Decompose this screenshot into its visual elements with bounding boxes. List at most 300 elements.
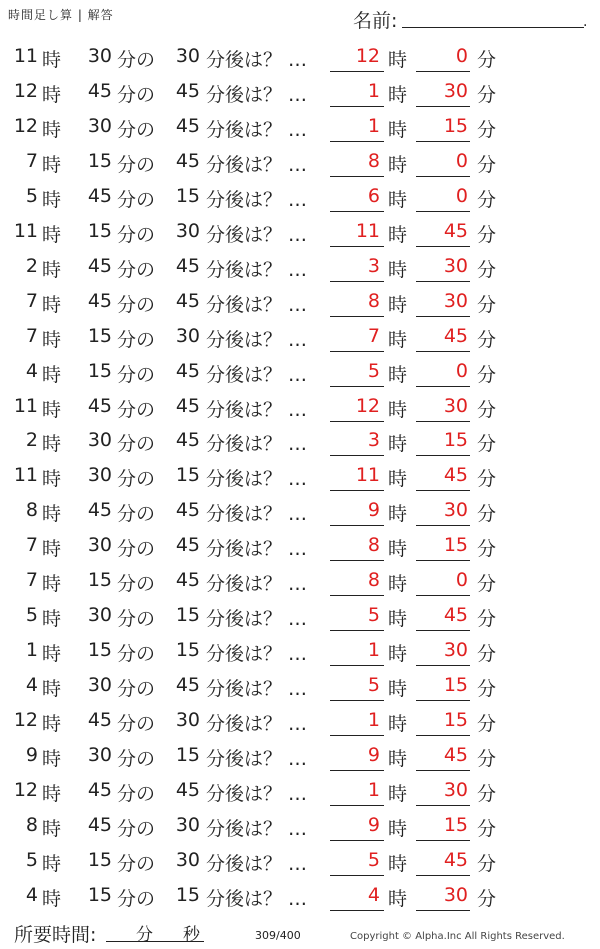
added-minutes: 15 bbox=[175, 184, 200, 207]
answer-hour: 1 bbox=[367, 778, 380, 801]
added-minutes: 45 bbox=[175, 289, 200, 312]
time-minute-unit: 分 bbox=[136, 925, 153, 945]
added-minutes: 45 bbox=[175, 149, 200, 172]
problem-row bbox=[0, 808, 600, 843]
answer-hour: 3 bbox=[367, 429, 380, 452]
answer-minute-label: 分 bbox=[477, 887, 497, 910]
start-minute: 15 bbox=[87, 149, 112, 172]
time-second-unit: 秒 bbox=[183, 925, 200, 945]
start-minute: 45 bbox=[87, 394, 112, 417]
answer-underline bbox=[416, 630, 470, 631]
answer-underline bbox=[330, 71, 384, 72]
answer-minute: 30 bbox=[443, 499, 468, 522]
page-number: 309/400 bbox=[255, 929, 301, 942]
start-hour: 4 bbox=[25, 359, 38, 382]
problem-row bbox=[0, 179, 600, 214]
answer-minute: 15 bbox=[443, 429, 468, 452]
problem-row bbox=[0, 319, 600, 354]
start-hour: 7 bbox=[25, 324, 38, 347]
answer-minute: 30 bbox=[443, 778, 468, 801]
minute-of-label: 分の bbox=[117, 678, 156, 701]
answer-underline bbox=[416, 351, 470, 352]
answer-hour-label: 時 bbox=[388, 398, 408, 421]
minute-of-label: 分の bbox=[117, 782, 156, 805]
answer-hour: 4 bbox=[367, 883, 380, 906]
minute-of-label: 分の bbox=[117, 118, 156, 141]
answer-hour-label: 時 bbox=[388, 748, 408, 770]
worksheet-title: 時間足し算 | 解答 bbox=[8, 8, 114, 22]
answer-minute: 45 bbox=[443, 219, 468, 242]
answer-minute: 30 bbox=[443, 79, 468, 102]
answer-minute-label: 分 bbox=[477, 538, 497, 561]
after-label: 分後は？ … bbox=[206, 153, 308, 176]
added-minutes: 30 bbox=[175, 219, 200, 242]
answer-hour-label: 時 bbox=[388, 573, 408, 596]
after-label: 分後は？ … bbox=[206, 49, 308, 71]
answer-hour-label: 時 bbox=[388, 258, 408, 281]
answer-minute: 30 bbox=[443, 394, 468, 417]
start-hour: 12 bbox=[13, 114, 38, 137]
minute-of-label: 分の bbox=[117, 573, 156, 596]
answer-underline bbox=[416, 386, 470, 387]
start-hour: 7 bbox=[25, 569, 38, 592]
answer-hour-label: 時 bbox=[388, 713, 408, 736]
answer-minute-label: 分 bbox=[477, 643, 497, 666]
answer-hour: 9 bbox=[367, 744, 380, 766]
start-minute: 45 bbox=[87, 778, 112, 801]
start-hour: 1 bbox=[25, 639, 38, 662]
after-label: 分後は？ … bbox=[206, 782, 308, 805]
answer-hour: 11 bbox=[355, 219, 380, 242]
answer-hour-label: 時 bbox=[388, 83, 408, 106]
answer-underline bbox=[330, 281, 384, 282]
start-hour: 8 bbox=[25, 813, 38, 836]
answer-underline bbox=[416, 141, 470, 142]
answer-minute-label: 分 bbox=[477, 293, 497, 316]
answer-hour: 1 bbox=[367, 709, 380, 732]
answer-underline bbox=[416, 106, 470, 107]
answer-minute-label: 分 bbox=[477, 153, 497, 176]
added-minutes: 15 bbox=[175, 464, 200, 487]
hour-label: 時 bbox=[42, 83, 62, 106]
answer-minute: 0 bbox=[455, 45, 468, 67]
start-minute: 15 bbox=[87, 569, 112, 592]
answer-hour-label: 時 bbox=[388, 468, 408, 491]
answer-minute-label: 分 bbox=[477, 503, 497, 526]
answer-hour-label: 時 bbox=[388, 153, 408, 176]
hour-label: 時 bbox=[42, 503, 62, 526]
answer-minute-label: 分 bbox=[477, 433, 497, 456]
minute-of-label: 分の bbox=[117, 293, 156, 316]
problem-row bbox=[0, 144, 600, 179]
answer-hour-label: 時 bbox=[388, 782, 408, 805]
problem-row bbox=[0, 389, 600, 424]
answer-minute: 30 bbox=[443, 289, 468, 312]
answer-minute-label: 分 bbox=[477, 782, 497, 805]
answer-minute: 0 bbox=[455, 569, 468, 592]
minute-of-label: 分の bbox=[117, 363, 156, 386]
start-minute: 45 bbox=[87, 79, 112, 102]
after-label: 分後は？ … bbox=[206, 643, 308, 666]
answer-hour: 9 bbox=[367, 499, 380, 522]
answer-hour-label: 時 bbox=[388, 852, 408, 875]
start-minute: 45 bbox=[87, 709, 112, 732]
problem-row bbox=[0, 633, 600, 668]
hour-label: 時 bbox=[42, 713, 62, 736]
hour-label: 時 bbox=[42, 328, 62, 351]
answer-underline bbox=[416, 281, 470, 282]
start-minute: 30 bbox=[87, 45, 112, 67]
answer-minute: 15 bbox=[443, 114, 468, 137]
answer-hour: 11 bbox=[355, 464, 380, 487]
added-minutes: 45 bbox=[175, 254, 200, 277]
answer-minute-label: 分 bbox=[477, 817, 497, 840]
start-hour: 4 bbox=[25, 674, 38, 697]
start-minute: 30 bbox=[87, 429, 112, 452]
answer-underline bbox=[330, 560, 384, 561]
problem-row bbox=[0, 249, 600, 284]
answer-underline bbox=[330, 630, 384, 631]
problem-row bbox=[0, 423, 600, 458]
start-minute: 15 bbox=[87, 324, 112, 347]
after-label: 分後は？ … bbox=[206, 678, 308, 701]
after-label: 分後は？ … bbox=[206, 398, 308, 421]
answer-minute-label: 分 bbox=[477, 398, 497, 421]
hour-label: 時 bbox=[42, 678, 62, 701]
time-required-line bbox=[106, 941, 204, 942]
answer-minute: 30 bbox=[443, 883, 468, 906]
answer-hour: 5 bbox=[367, 359, 380, 382]
hour-label: 時 bbox=[42, 748, 62, 770]
answer-minute-label: 分 bbox=[477, 83, 497, 106]
after-label: 分後は？ … bbox=[206, 188, 308, 211]
start-minute: 30 bbox=[87, 744, 112, 766]
answer-underline bbox=[416, 316, 470, 317]
name-field-end: . bbox=[583, 14, 588, 30]
added-minutes: 30 bbox=[175, 45, 200, 67]
start-minute: 15 bbox=[87, 848, 112, 871]
after-label: 分後は？ … bbox=[206, 608, 308, 631]
copyright-notice: Copyright © Alpha.Inc All Rights Reserved. bbox=[350, 931, 565, 942]
answer-minute-label: 分 bbox=[477, 748, 497, 770]
answer-minute: 45 bbox=[443, 604, 468, 627]
answer-hour: 8 bbox=[367, 534, 380, 557]
problem-row bbox=[0, 703, 600, 738]
answer-underline bbox=[416, 560, 470, 561]
answer-minute-label: 分 bbox=[477, 118, 497, 141]
answer-hour-label: 時 bbox=[388, 678, 408, 701]
answer-underline bbox=[330, 875, 384, 876]
answer-hour: 5 bbox=[367, 674, 380, 697]
answer-underline bbox=[330, 176, 384, 177]
added-minutes: 45 bbox=[175, 394, 200, 417]
answer-underline bbox=[416, 665, 470, 666]
start-hour: 8 bbox=[25, 499, 38, 522]
answer-hour-label: 時 bbox=[388, 503, 408, 526]
answer-underline bbox=[416, 490, 470, 491]
minute-of-label: 分の bbox=[117, 223, 156, 246]
after-label: 分後は？ … bbox=[206, 83, 308, 106]
start-hour: 5 bbox=[25, 604, 38, 627]
answer-minute-label: 分 bbox=[477, 188, 497, 211]
answer-underline bbox=[330, 351, 384, 352]
hour-label: 時 bbox=[42, 608, 62, 631]
added-minutes: 45 bbox=[175, 569, 200, 592]
answer-underline bbox=[416, 176, 470, 177]
start-hour: 11 bbox=[13, 45, 38, 67]
added-minutes: 45 bbox=[175, 499, 200, 522]
hour-label: 時 bbox=[42, 852, 62, 875]
start-hour: 11 bbox=[13, 219, 38, 242]
answer-underline bbox=[330, 840, 384, 841]
answer-underline bbox=[416, 770, 470, 771]
answer-minute: 15 bbox=[443, 813, 468, 836]
answer-minute-label: 分 bbox=[477, 713, 497, 736]
minute-of-label: 分の bbox=[117, 468, 156, 491]
hour-label: 時 bbox=[42, 118, 62, 141]
answer-hour: 1 bbox=[367, 114, 380, 137]
minute-of-label: 分の bbox=[117, 258, 156, 281]
answer-minute-label: 分 bbox=[477, 363, 497, 386]
answer-hour: 1 bbox=[367, 639, 380, 662]
start-hour: 5 bbox=[25, 184, 38, 207]
start-minute: 45 bbox=[87, 813, 112, 836]
after-label: 分後は？ … bbox=[206, 223, 308, 246]
answer-hour-label: 時 bbox=[388, 643, 408, 666]
answer-hour: 9 bbox=[367, 813, 380, 836]
answer-minute: 45 bbox=[443, 848, 468, 871]
answer-minute: 15 bbox=[443, 709, 468, 732]
answer-underline bbox=[330, 595, 384, 596]
hour-label: 時 bbox=[42, 363, 62, 386]
answer-underline bbox=[416, 71, 470, 72]
minute-of-label: 分の bbox=[117, 433, 156, 456]
added-minutes: 45 bbox=[175, 674, 200, 697]
answer-hour-label: 時 bbox=[388, 887, 408, 910]
minute-of-label: 分の bbox=[117, 643, 156, 666]
added-minutes: 45 bbox=[175, 114, 200, 137]
problem-row bbox=[0, 284, 600, 319]
after-label: 分後は？ … bbox=[206, 258, 308, 281]
start-hour: 12 bbox=[13, 778, 38, 801]
start-minute: 15 bbox=[87, 639, 112, 662]
answer-hour-label: 時 bbox=[388, 608, 408, 631]
hour-label: 時 bbox=[42, 153, 62, 176]
problem-row bbox=[0, 843, 600, 878]
start-minute: 30 bbox=[87, 114, 112, 137]
start-minute: 30 bbox=[87, 674, 112, 697]
added-minutes: 30 bbox=[175, 848, 200, 871]
answer-underline bbox=[330, 106, 384, 107]
problem-row bbox=[0, 878, 600, 913]
start-minute: 15 bbox=[87, 883, 112, 906]
start-minute: 45 bbox=[87, 289, 112, 312]
minute-of-label: 分の bbox=[117, 713, 156, 736]
answer-hour: 12 bbox=[355, 394, 380, 417]
hour-label: 時 bbox=[42, 433, 62, 456]
problem-row bbox=[0, 354, 600, 389]
hour-label: 時 bbox=[42, 49, 62, 71]
answer-hour-label: 時 bbox=[388, 538, 408, 561]
minute-of-label: 分の bbox=[117, 817, 156, 840]
after-label: 分後は？ … bbox=[206, 293, 308, 316]
hour-label: 時 bbox=[42, 188, 62, 211]
answer-minute-label: 分 bbox=[477, 468, 497, 491]
problem-row bbox=[0, 598, 600, 633]
after-label: 分後は？ … bbox=[206, 887, 308, 910]
minute-of-label: 分の bbox=[117, 153, 156, 176]
answer-minute-label: 分 bbox=[477, 573, 497, 596]
start-hour: 5 bbox=[25, 848, 38, 871]
answer-underline bbox=[416, 525, 470, 526]
answer-hour: 5 bbox=[367, 848, 380, 871]
answer-minute-label: 分 bbox=[477, 678, 497, 701]
start-hour: 7 bbox=[25, 534, 38, 557]
minute-of-label: 分の bbox=[117, 748, 156, 770]
answer-hour-label: 時 bbox=[388, 293, 408, 316]
start-hour: 11 bbox=[13, 464, 38, 487]
problem-row bbox=[0, 493, 600, 528]
answer-minute-label: 分 bbox=[477, 258, 497, 281]
answer-hour-label: 時 bbox=[388, 817, 408, 840]
answer-hour: 8 bbox=[367, 569, 380, 592]
answer-underline bbox=[330, 211, 384, 212]
added-minutes: 15 bbox=[175, 883, 200, 906]
problem-row bbox=[0, 214, 600, 249]
answer-underline bbox=[416, 211, 470, 212]
answer-minute: 45 bbox=[443, 324, 468, 347]
answer-minute-label: 分 bbox=[477, 328, 497, 351]
hour-label: 時 bbox=[42, 398, 62, 421]
added-minutes: 30 bbox=[175, 324, 200, 347]
time-required-label: 所要時間: bbox=[14, 924, 97, 946]
answer-underline bbox=[330, 141, 384, 142]
answer-underline bbox=[330, 805, 384, 806]
answer-minute: 15 bbox=[443, 674, 468, 697]
start-hour: 11 bbox=[13, 394, 38, 417]
start-minute: 15 bbox=[87, 219, 112, 242]
start-minute: 15 bbox=[87, 359, 112, 382]
start-hour: 7 bbox=[25, 289, 38, 312]
after-label: 分後は？ … bbox=[206, 817, 308, 840]
answer-hour: 7 bbox=[367, 324, 380, 347]
start-hour: 12 bbox=[13, 79, 38, 102]
start-hour: 2 bbox=[25, 254, 38, 277]
name-label: 名前: bbox=[353, 10, 398, 32]
answer-underline bbox=[330, 246, 384, 247]
hour-label: 時 bbox=[42, 223, 62, 246]
problem-row bbox=[0, 74, 600, 109]
start-minute: 30 bbox=[87, 534, 112, 557]
problem-row bbox=[0, 109, 600, 144]
hour-label: 時 bbox=[42, 817, 62, 840]
answer-hour-label: 時 bbox=[388, 118, 408, 141]
problem-row bbox=[0, 773, 600, 808]
answer-minute-label: 分 bbox=[477, 852, 497, 875]
answer-underline bbox=[330, 735, 384, 736]
start-hour: 7 bbox=[25, 149, 38, 172]
after-label: 分後は？ … bbox=[206, 538, 308, 561]
answer-underline bbox=[330, 770, 384, 771]
minute-of-label: 分の bbox=[117, 398, 156, 421]
answer-underline bbox=[416, 875, 470, 876]
problem-row bbox=[0, 39, 600, 74]
answer-underline bbox=[330, 700, 384, 701]
answer-underline bbox=[330, 386, 384, 387]
answer-underline bbox=[330, 421, 384, 422]
answer-minute: 0 bbox=[455, 184, 468, 207]
answer-hour: 12 bbox=[355, 45, 380, 67]
answer-underline bbox=[330, 455, 384, 456]
answer-hour: 8 bbox=[367, 149, 380, 172]
answer-underline bbox=[330, 525, 384, 526]
answer-minute-label: 分 bbox=[477, 608, 497, 631]
answer-underline bbox=[330, 316, 384, 317]
start-hour: 12 bbox=[13, 709, 38, 732]
hour-label: 時 bbox=[42, 643, 62, 666]
answer-hour: 3 bbox=[367, 254, 380, 277]
answer-minute: 30 bbox=[443, 254, 468, 277]
answer-underline bbox=[330, 665, 384, 666]
name-field-line bbox=[402, 27, 584, 28]
added-minutes: 45 bbox=[175, 778, 200, 801]
problem-row bbox=[0, 668, 600, 703]
after-label: 分後は？ … bbox=[206, 468, 308, 491]
minute-of-label: 分の bbox=[117, 49, 156, 71]
after-label: 分後は？ … bbox=[206, 328, 308, 351]
after-label: 分後は？ … bbox=[206, 503, 308, 526]
start-minute: 45 bbox=[87, 184, 112, 207]
answer-hour-label: 時 bbox=[388, 363, 408, 386]
minute-of-label: 分の bbox=[117, 328, 156, 351]
answer-hour-label: 時 bbox=[388, 49, 408, 71]
problem-row bbox=[0, 738, 600, 773]
added-minutes: 15 bbox=[175, 744, 200, 766]
added-minutes: 45 bbox=[175, 79, 200, 102]
answer-hour: 8 bbox=[367, 289, 380, 312]
hour-label: 時 bbox=[42, 258, 62, 281]
after-label: 分後は？ … bbox=[206, 363, 308, 386]
start-hour: 4 bbox=[25, 883, 38, 906]
minute-of-label: 分の bbox=[117, 852, 156, 875]
answer-minute: 45 bbox=[443, 744, 468, 766]
answer-underline bbox=[416, 421, 470, 422]
answer-hour-label: 時 bbox=[388, 223, 408, 246]
answer-minute: 45 bbox=[443, 464, 468, 487]
start-minute: 30 bbox=[87, 464, 112, 487]
hour-label: 時 bbox=[42, 468, 62, 491]
problem-row bbox=[0, 563, 600, 598]
after-label: 分後は？ … bbox=[206, 573, 308, 596]
answer-hour-label: 時 bbox=[388, 433, 408, 456]
answer-underline bbox=[416, 455, 470, 456]
hour-label: 時 bbox=[42, 887, 62, 910]
answer-minute: 15 bbox=[443, 534, 468, 557]
start-minute: 30 bbox=[87, 604, 112, 627]
answer-hour: 6 bbox=[367, 184, 380, 207]
minute-of-label: 分の bbox=[117, 188, 156, 211]
minute-of-label: 分の bbox=[117, 887, 156, 910]
answer-minute: 0 bbox=[455, 359, 468, 382]
after-label: 分後は？ … bbox=[206, 433, 308, 456]
hour-label: 時 bbox=[42, 782, 62, 805]
answer-hour: 1 bbox=[367, 79, 380, 102]
after-label: 分後は？ … bbox=[206, 748, 308, 770]
minute-of-label: 分の bbox=[117, 608, 156, 631]
minute-of-label: 分の bbox=[117, 83, 156, 106]
after-label: 分後は？ … bbox=[206, 713, 308, 736]
start-hour: 2 bbox=[25, 429, 38, 452]
